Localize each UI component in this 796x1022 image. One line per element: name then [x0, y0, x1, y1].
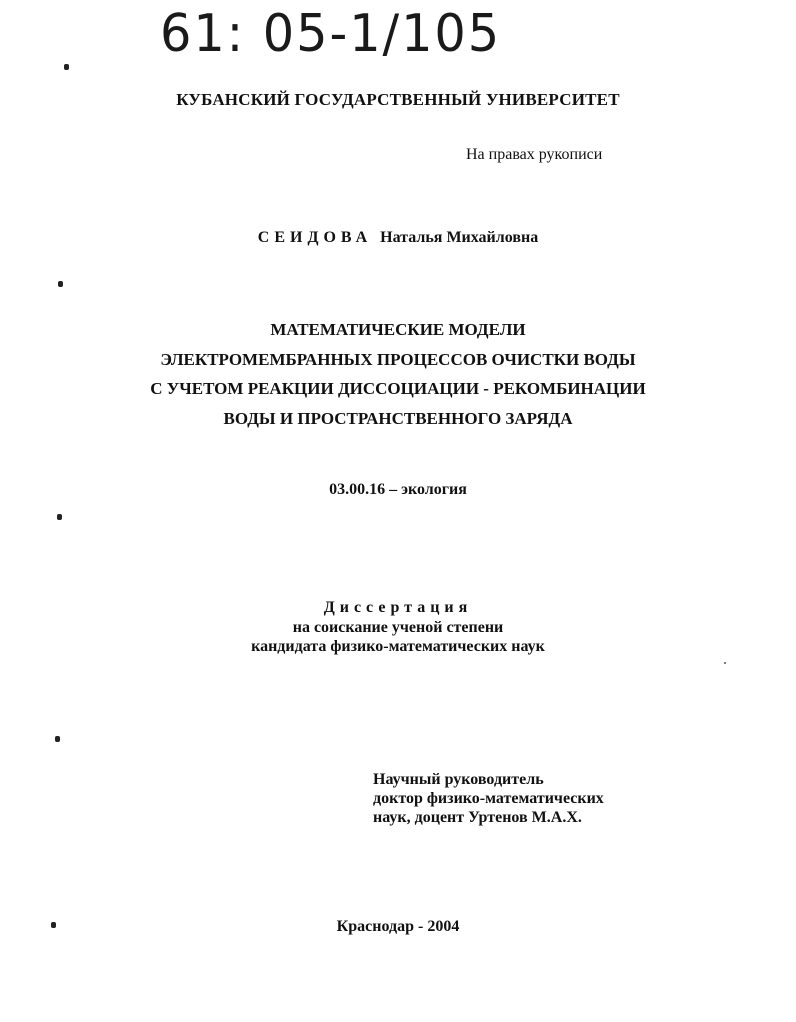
title-line: МАТЕМАТИЧЕСКИЕ МОДЕЛИ: [270, 320, 526, 339]
scan-mark: [55, 736, 60, 742]
author-surname: СЕИДОВА: [257, 229, 373, 246]
dissertation-title: [0, 315, 796, 433]
supervisor-block: [373, 770, 604, 827]
scan-mark: [64, 64, 69, 70]
university-name: КУБАНСКИЙ ГОСУДАРСТВЕННЫЙ УНИВЕРСИТЕТ: [176, 90, 620, 109]
author-given-names: Наталья Михайловна: [380, 229, 539, 246]
scan-mark: [57, 514, 62, 520]
supervisor-line: доктор физико-математических: [373, 790, 604, 807]
scan-speck: [724, 662, 726, 664]
supervisor-line: Научный руководитель: [373, 771, 544, 788]
degree-line: кандидата физико-математических наук: [251, 638, 545, 655]
dissertation-degree: [0, 598, 796, 657]
scan-mark: [58, 281, 63, 287]
title-line: С УЧЕТОМ РЕАКЦИИ ДИССОЦИАЦИИ - РЕКОМБИНАЦИИ: [150, 379, 646, 398]
title-line: ВОДЫ И ПРОСТРАНСТВЕННОГО ЗАРЯДА: [223, 408, 573, 428]
title-line: ЭЛЕКТРОМЕМБРАННЫХ ПРОЦЕССОВ ОЧИСТКИ ВОДЫ: [160, 349, 636, 369]
manuscript-rights: На правах рукописи: [466, 146, 603, 163]
dissertation-heading: Диссертация: [323, 599, 473, 616]
city-year: Краснодар - 2004: [336, 918, 460, 935]
degree-line: на соискание ученой степени: [292, 618, 504, 636]
handwritten-archive-code: 61: 05-1/105: [160, 4, 502, 64]
author-name: [0, 229, 796, 247]
supervisor-line: наук, доцент Уртенов М.А.Х.: [373, 809, 582, 826]
specialty-code: 03.00.16 – экология: [329, 481, 467, 498]
